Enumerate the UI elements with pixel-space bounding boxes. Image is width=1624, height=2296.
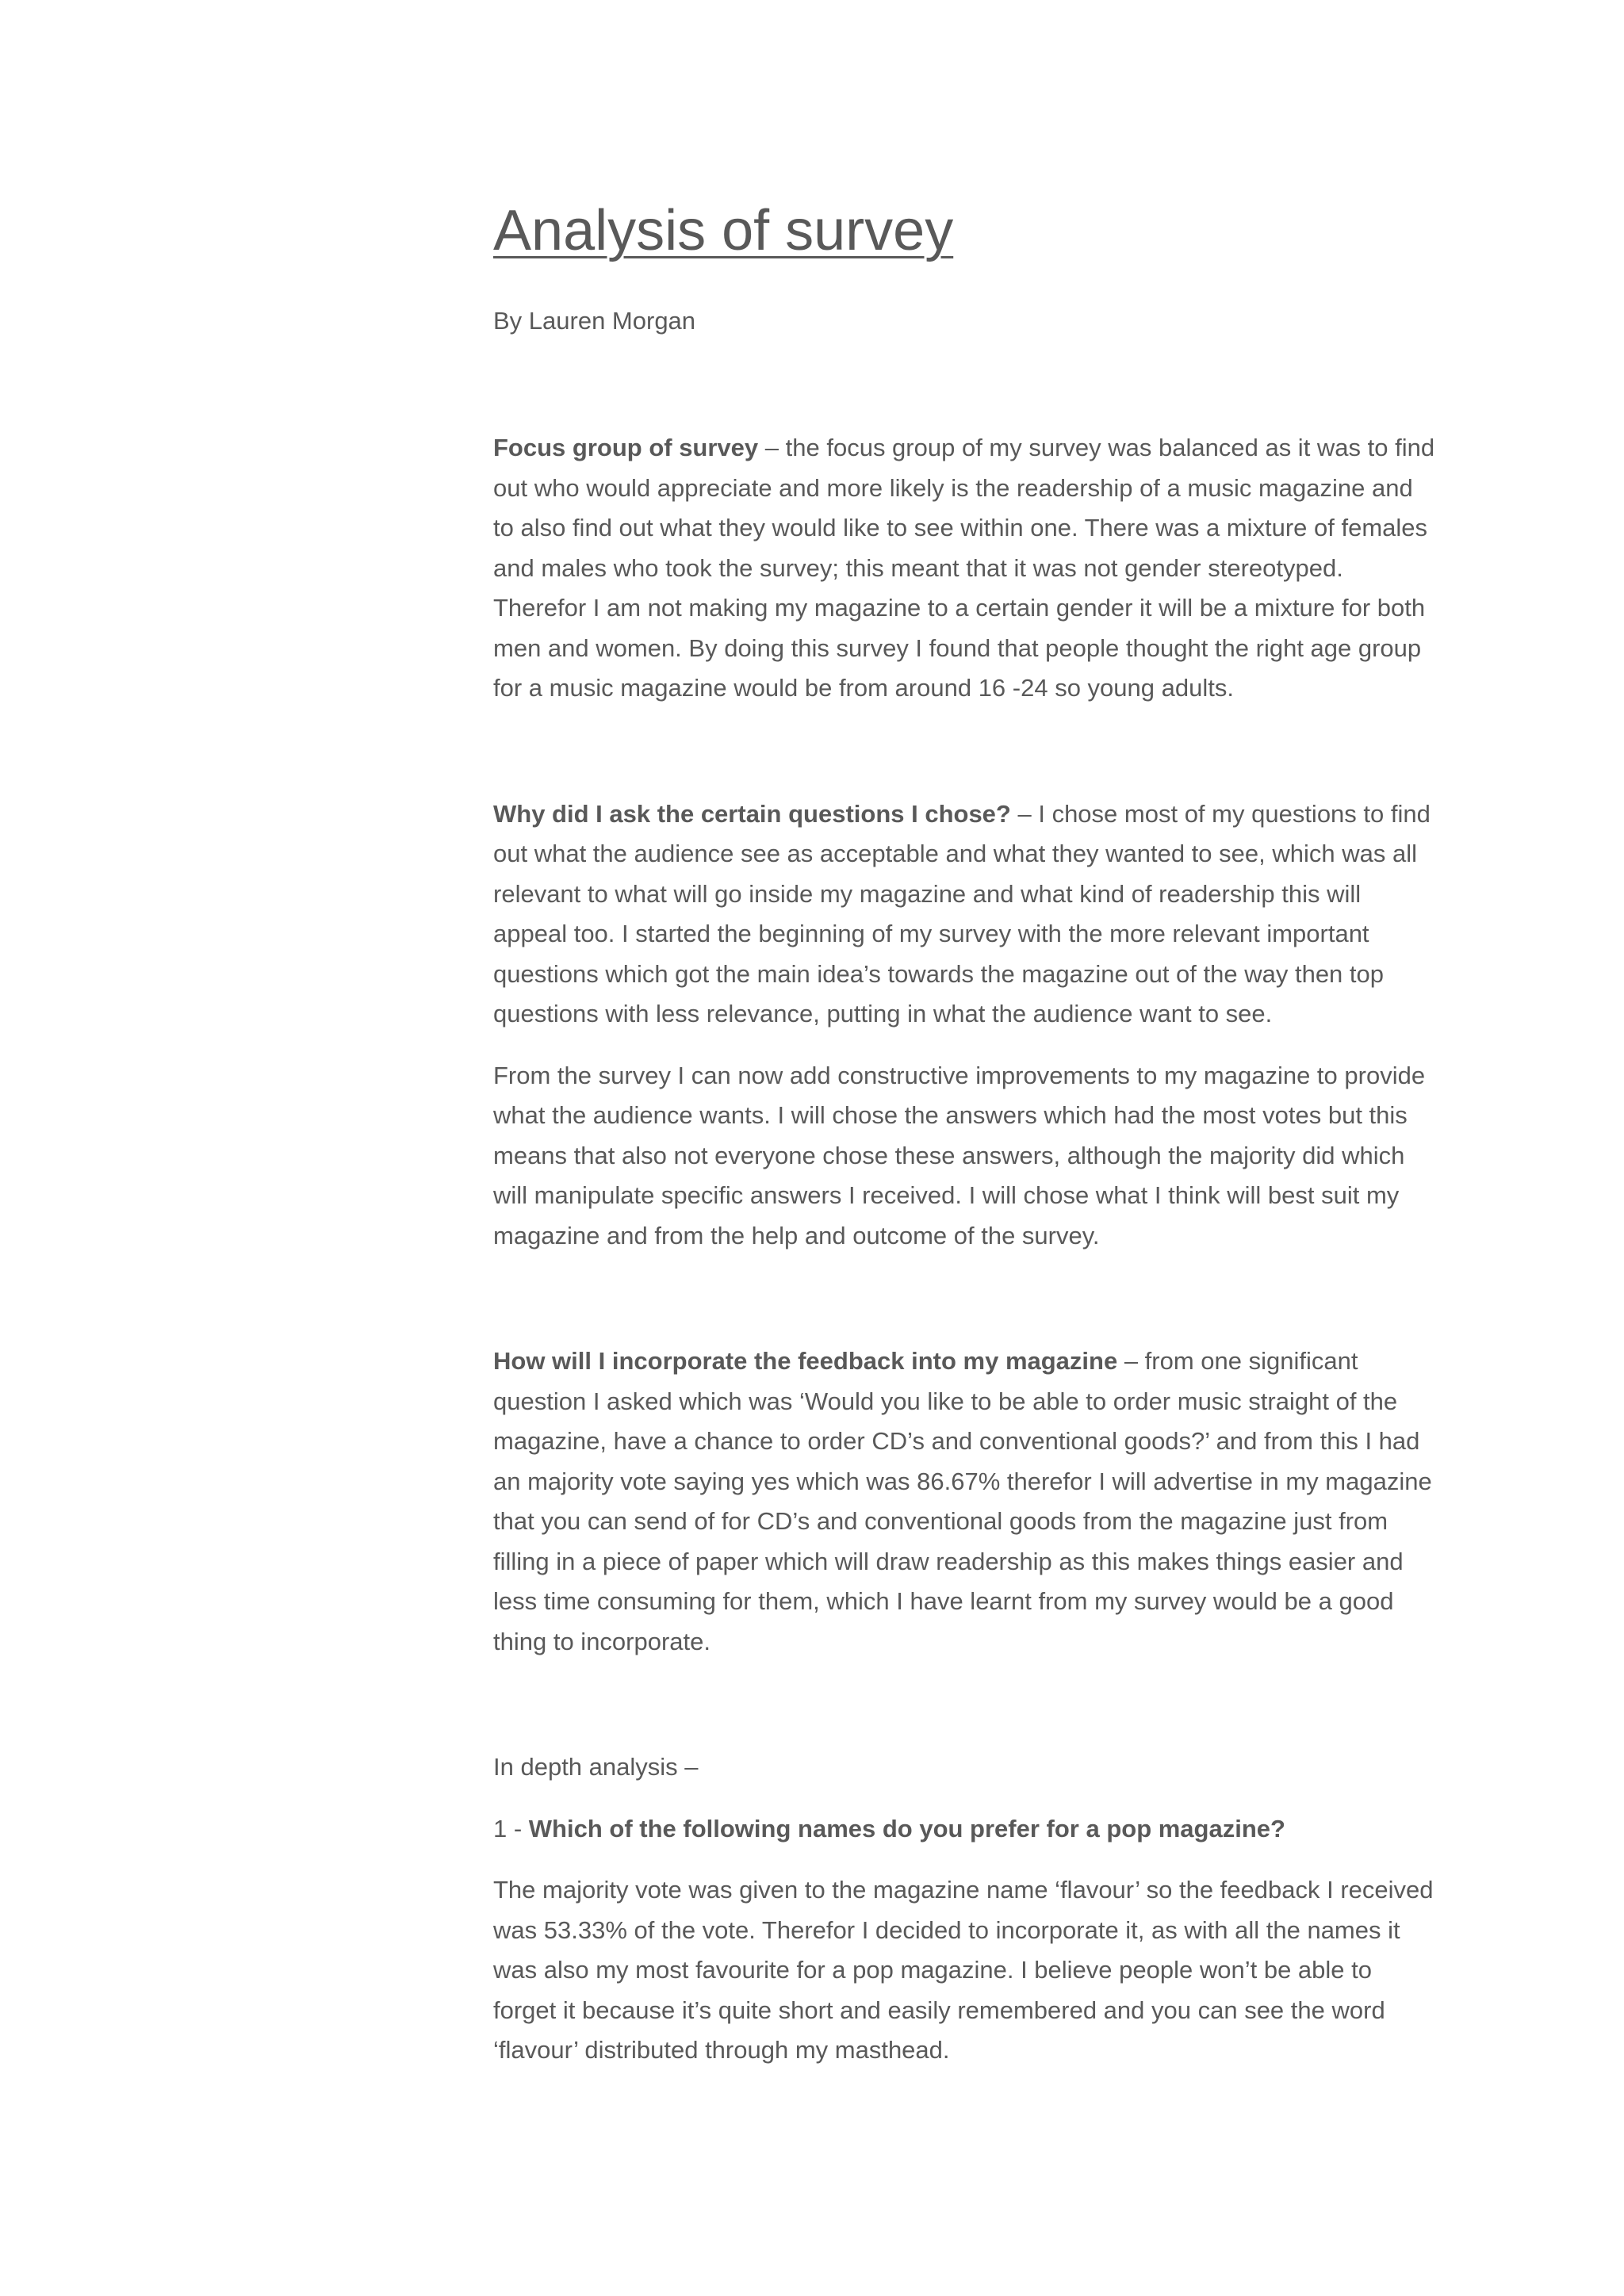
feedback-body: – from one significant question I asked which was ‘Would you like to be able to order music straight of the magazine, have a chance to order CD’s and conventional goods?’ and from this I had an majority vote saying yes which was 86.67% therefor I will advertise in my magazine that you can send of for CD’s and conventional goods from the magazine just from filling in a piece of paper which will draw readership as this makes things easier and less time consuming for them, which I have learnt from my survey would be a good thing to incorporate. [493,1347,1432,1655]
why-questions-heading: Why did I ask the certain questions I chose? [493,799,1011,828]
focus-group-paragraph [493,428,1437,709]
why-questions-body: – I chose most of my questions to find out what the audience see as acceptable and what they wanted to see, which was all relevant to what will go inside my magazine and what kind of readership this will appeal too. I started the beginning of my survey with the more relevant important questions which got the main idea’s towards the magazine out of the way then top questions with less relevance, putting in what the audience want to see. [493,799,1431,1028]
document-page [493,197,1437,2071]
question-1-answer: The majority vote was given to the magazine name ‘flavour’ so the feedback I received was 53.33% of the vote. Therefor I decided to incorporate it, as with all the names it was also my most favourite for a pop magazine. I believe people won’t be able to forget it because it’s quite short and easily remembered and you can see the word ‘flavour’ distributed through my masthead. [493,1876,1434,2064]
document-title: Analysis of survey [493,199,954,262]
feedback-paragraph [493,1341,1437,1662]
author-byline: By Lauren Morgan [493,307,696,335]
improvements-paragraph: From the survey I can now add constructive improvements to my magazine to provide what the audience wants. I will chose the answers which had the most votes but this means that also not everyone chose these answers, although the majority did which will manipulate specific answers I received. I will chose what I think will best suit my magazine and from the help and outcome of the survey. [493,1061,1426,1249]
why-questions-paragraph [493,794,1437,1035]
in-depth-analysis-label: In depth analysis – [493,1753,699,1781]
focus-group-heading: Focus group of survey [493,434,759,462]
focus-group-body: – the focus group of my survey was balanced as it was to find out who would appreciate and more likely is the readership of a music magazine and to also find out what they would like to see within one. There was a mixture of females and males who took the survey; this meant that it was not gender stereotyped. Therefor I am not making my magazine to a certain gender it will be a mixture for both men and women. By doing this survey I found that people thought the right age group for a music magazine would be from around 16 -24 so young adults. [493,434,1435,702]
question-1-text: Which of the following names do you prefer for a pop magazine? [528,1814,1285,1843]
question-1 [493,1809,1437,1850]
question-1-number: 1 - [493,1814,529,1843]
feedback-heading: How will I incorporate the feedback into my magazine [493,1347,1118,1376]
